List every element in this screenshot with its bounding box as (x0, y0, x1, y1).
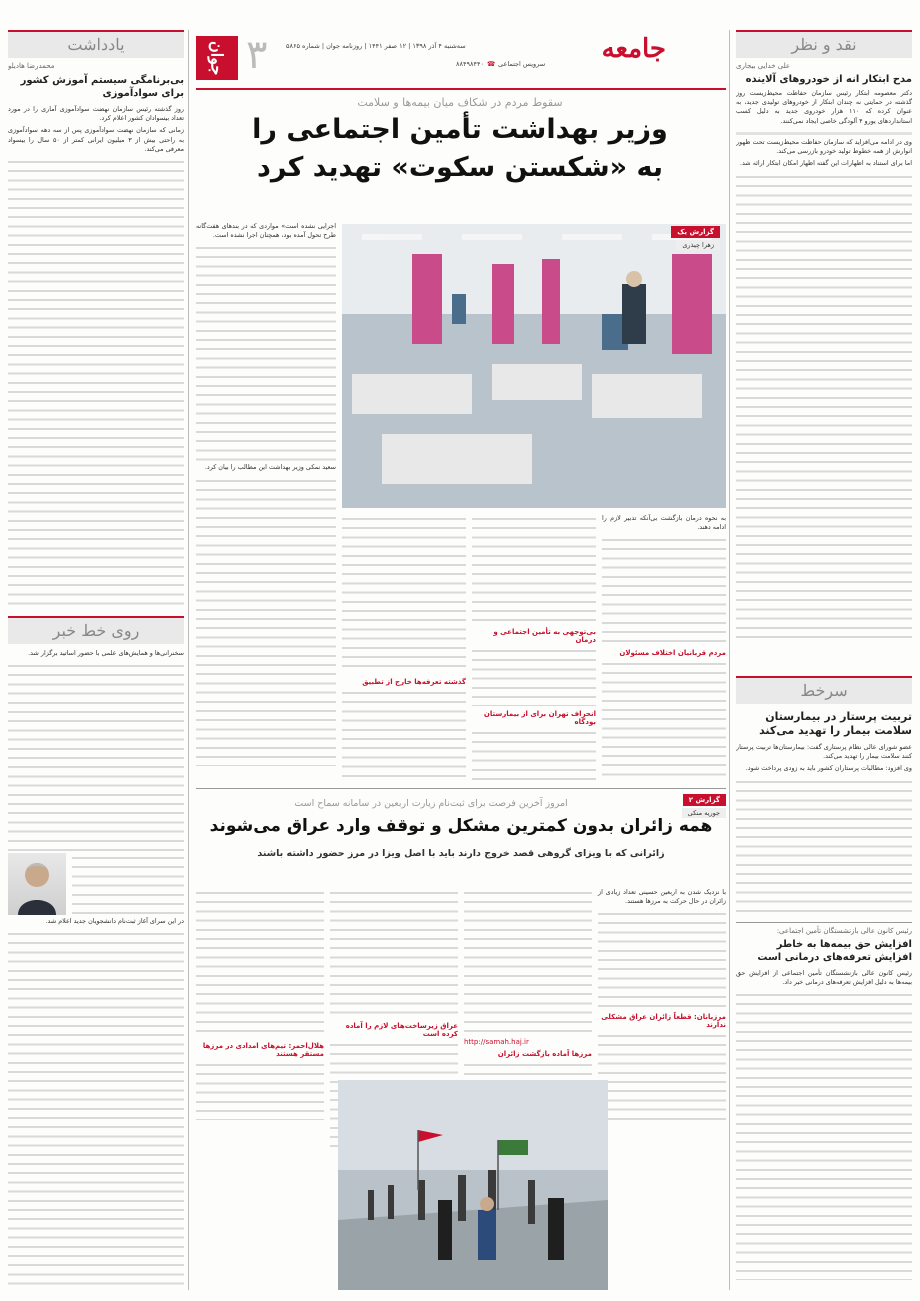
paragraph: دکتر معصومه ابتکار رئیس سازمان حفاظت محیط‌زیست روز گذشته در حمایتی نه چندان ابتکار از خودروهای تولیدی جدید، به عنوان کرده که ۱۱۰ هزار خودروی جدید به دلیل کسب استاندارد‌های یورو ۴ آلودگی خاصی ایجاد نمی‌کنند. (736, 89, 912, 125)
subheading: بی‌توجهی به تأمین اجتماعی و درمان (493, 628, 596, 644)
second-report-author: جوریه منکی (682, 808, 726, 818)
main-headline-line1: وزیر بهداشت تأمین اجتماعی را (252, 114, 668, 145)
body-text-lines (8, 929, 184, 1289)
paragraph: عضو شورای عالی نظام پرستاری گفت: بیمارستان‌ها تربیت پرستار کنند سلامت بیمار را تهدید می‌کند. (736, 743, 912, 761)
article-kicker: رئیس کانون عالی بازنشستگان تأمین اجتماعی: (776, 927, 912, 935)
left-column-note (8, 30, 184, 610)
paragraph: اما برای استناد به اظهارات این گفته اظهار امکان ابتکار ارائه شد. (739, 159, 912, 168)
article-title: مدح ابتکار انه از خودروهای آلاینده (745, 74, 912, 85)
right-column-commentary (736, 30, 912, 670)
article-title: تربیت پرستار در بیمارستان سلامت بیمار را تهدید می‌کند (759, 710, 912, 737)
second-subhead: زائرانی که با ویزای گروهی قصد خروج دارند باید با اصل ویزا در مرز حضور داشته باشند (257, 848, 665, 859)
main-body-col (342, 514, 466, 784)
subheading: عراق زیرساخت‌های لازم را آماده کرده است (345, 1022, 458, 1038)
service-label: سرویس اجتماعی (498, 60, 546, 68)
main-body-col (602, 514, 726, 784)
page-number: ۳ (246, 32, 268, 78)
main-story-header (200, 96, 720, 187)
section-banner-sarkhat: سرخط (736, 676, 912, 704)
portrait-block (8, 853, 184, 915)
body-text-lines (736, 990, 912, 1280)
samah-url[interactable]: http://samah.haj.ir (464, 1038, 529, 1046)
main-headline-line2: به «شکستن سکوت» تهدید کرد (256, 152, 663, 183)
body-text-lines (8, 157, 184, 610)
section-title: جامعه (601, 34, 666, 64)
main-body (342, 514, 726, 784)
main-kicker: سقوط مردم در شکاف میان بیمه‌ها و سلامت (357, 96, 563, 109)
report-tag (671, 226, 720, 238)
second-kicker: امروز آخرین فرصت برای ثبت‌نام زیارت اربعین در سامانه سماح است (294, 798, 568, 809)
report-author: زهرا چیذری (676, 240, 720, 250)
paragraph: زمانی که سازمان نهضت سوادآموزی پس از سه دهه سوادآموزی به راحتی بیش از ۳ میلیون ایرانی کمتر از ۵۰ سال را بیسواد معرفی می‌کند. (8, 126, 184, 153)
paragraph: روز گذشته رئیس سازمان نهضت سوادآموزی آماری را در مورد تعداد بیسوادان کشور اعلام کرد. (8, 105, 184, 123)
paragraph: به نحوه درمان بازگشت بی‌آنکه تدبیر لازم را ادامه دهند. (602, 514, 726, 532)
report-tag-label: گزارش یک (677, 228, 714, 236)
body-text-lines (736, 777, 912, 916)
paragraph: وی افزود: مطالبات پرستاران کشور باید به زودی پرداخت شود. (745, 764, 912, 773)
second-report-tag-label: گزارش ۲ (688, 796, 720, 804)
left-column-news (8, 616, 184, 1292)
author-name: محمدرضا هادیلو (8, 62, 55, 70)
main-left-text (196, 222, 336, 782)
section-banner-news: روی خط خبر (8, 616, 184, 644)
article-title: افزایش حق بیمه‌ها به خاطر افزایش تعرفه‌های درمانی است (757, 939, 912, 963)
paragraph: رئیس کانون عالی بازنشستگان تأمین اجتماعی از افزایش حق بیمه‌ها به دلیل افزایش تعرفه‌های درمانی خبر داد. (736, 969, 912, 987)
second-body-col (196, 888, 324, 1293)
paragraph: سخنرانی‌ها و همایش‌های علمی با حضور اساتید برگزار شد. (28, 649, 184, 657)
paragraph: در این سرای آغاز ثبت‌نام دانشجویان جدید اعلام شد. (45, 917, 184, 926)
subheading: گذشته تعرفه‌ها خارج از تطبیق (362, 678, 466, 686)
pilgrims-photo (338, 1080, 608, 1290)
section-banner-naqd: نقد و نظر (736, 30, 912, 58)
author-name: علی خدایی بیجاری (736, 62, 791, 70)
body-text-lines (8, 661, 184, 851)
right-column-pension (736, 922, 912, 1292)
logo: جوان (196, 36, 238, 80)
second-report-tag (683, 794, 726, 806)
text-block (736, 129, 912, 138)
subheading: مرزها آماده بازگشت زائران (497, 1050, 592, 1058)
date-line: سه‌شنبه ۴ آذر ۱۳۹۸ | ۱۲ صفر ۱۴۴۱ | روزنامه جوان | شماره ۵۸۶۵ (286, 42, 466, 50)
subheading: مردم قربانیان اختلاف مسئولان (619, 649, 726, 658)
subheading: هلال‌احمر: تیم‌های امدادی در مرزها مستقر هستند (202, 1042, 324, 1058)
phone-icon: ☎ (486, 60, 496, 68)
subheading: مرزبانان: قطعاً زائران عراق مشکلی ندارند (601, 1013, 726, 1030)
second-story-header (196, 794, 726, 890)
right-column-sarkhat (736, 676, 912, 916)
paragraph: اجرایی نشده است» موارد‌ی که در بندهای هفت‌گانه طرح تحول آمده بود، همچنان اجرا نشده است. (196, 222, 336, 240)
portrait-photo (8, 853, 66, 915)
hospital-ward-photo (342, 224, 726, 508)
paragraph: وی در ادامه می‌افزاید که سازمان حفاظت محیط‌زیست تحت ظهور انوارش از همه خطوط تولید خودرو بازرسی می‌کند. (736, 138, 912, 156)
second-body-col (598, 888, 726, 1293)
paragraph: سعید نمکی وزیر بهداشت این مطالب را بیان کرد. (204, 463, 336, 472)
masthead (196, 32, 726, 84)
phone-number: ۸۸۴۹۸۴۴۰ (456, 60, 484, 68)
paragraph: با نزدیک شدن به اربعین حسینی تعداد زیادی از زائران در حال حرکت به مرزها هستند. (598, 888, 726, 906)
subheading: انحراف تهران برای از بیمارستان بودگاه (483, 710, 596, 726)
section-banner-yaddasht: یادداشت (8, 30, 184, 58)
second-headline: همه زائران بدون کمترین مشکل و توقف وارد عراق می‌شوند (209, 816, 713, 836)
service-contact (456, 60, 545, 68)
article-title: بی‌برنامگی سیستم آموزش کشور برای سواد‌آموزی (20, 75, 184, 99)
main-body-col (472, 514, 596, 784)
body-text-lines (736, 172, 912, 642)
